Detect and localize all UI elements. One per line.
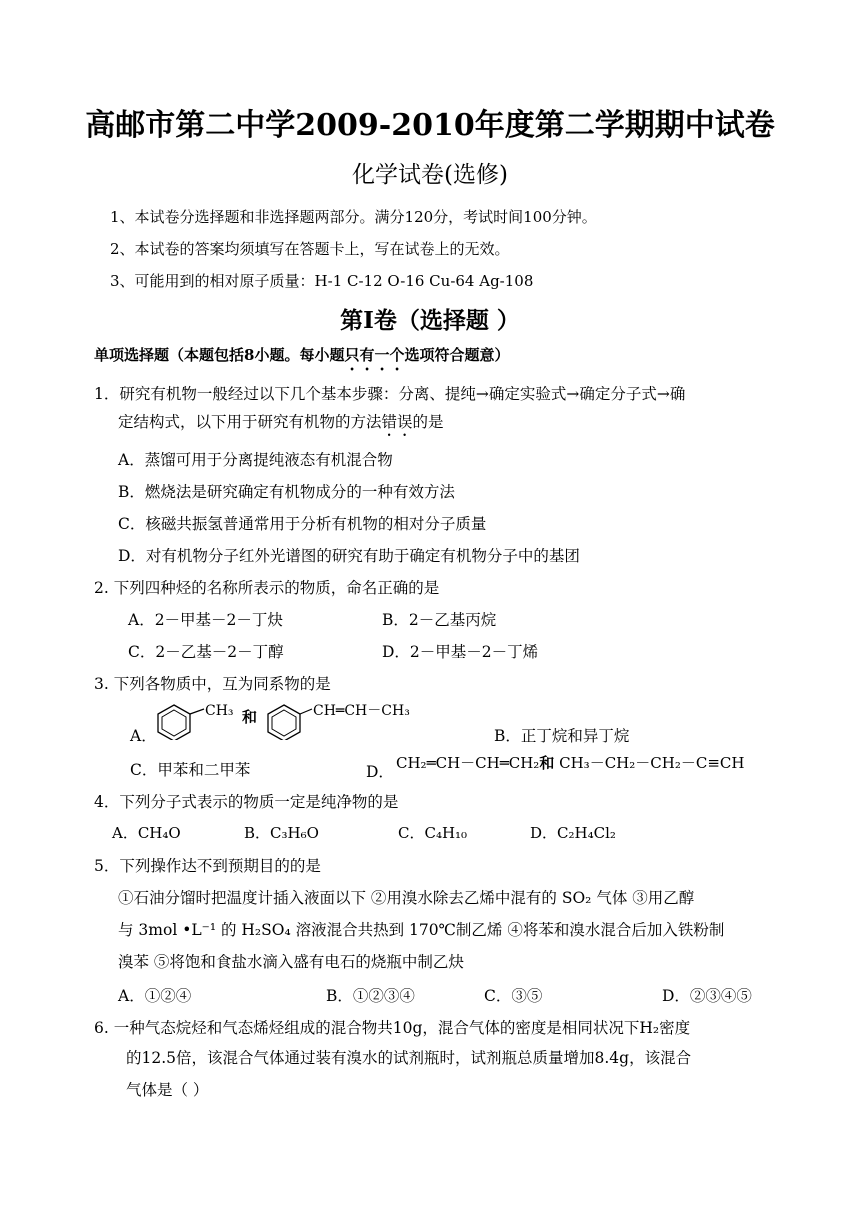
instr-before: 单项选择题（本题包括8小题。每小题 xyxy=(94,346,345,364)
instr-after: 选项符合题意） xyxy=(404,346,510,364)
q3-option-d-formulas xyxy=(396,752,744,773)
q4-option-d: D．C₂H₄Cl₂ xyxy=(530,824,616,842)
q1-line1: 1．研究有机物一般经过以下几个基本步骤：分离、提纯→确定实验式→确定分子式→确 xyxy=(94,385,686,403)
instr-emphasis: 只有一个 xyxy=(344,346,405,364)
page-title: 高邮市第二中学2009-2010年度第二学期期中试卷 xyxy=(85,108,775,143)
q4-option-c: C．C₄H₁₀ xyxy=(398,824,468,842)
section-instruction xyxy=(94,344,509,374)
q3-option-d-label: D． xyxy=(366,763,394,781)
q3-a-sub2: CH═CH－CH₃ xyxy=(313,703,410,719)
q3-d-formula2: CH₃－CH₂－CH₂－C≡CH xyxy=(559,754,745,772)
q3-d-formula1: CH₂═CH－CH═CH₂ xyxy=(396,754,540,772)
q2-option-d: D．2－甲基－2－丁烯 xyxy=(382,643,539,661)
q2-option-c: C．2－乙基－2－丁醇 xyxy=(128,643,284,661)
q2-stem: 2. 下列四种烃的名称所表示的物质，命名正确的是 xyxy=(94,579,440,597)
q1-option-d: D．对有机物分子红外光谱图的研究有助于确定有机物分子中的基团 xyxy=(118,547,580,565)
q1-option-b: B．燃烧法是研究确定有机物成分的一种有效方法 xyxy=(118,483,455,501)
benzene-inner-1 xyxy=(162,710,186,736)
q3-option-b: B．正丁烷和异丁烷 xyxy=(494,727,630,745)
q1-option-a: A．蒸馏可用于分离提纯液态有机混合物 xyxy=(118,451,393,469)
q5-line1: ①石油分馏时把温度计插入液面以下 ②用溴水除去乙烯中混有的 SO₂ 气体 ③用乙醇 xyxy=(118,889,695,907)
q3-option-a-label: A． xyxy=(130,727,157,745)
q1-line2-emphasis: 错误 xyxy=(381,413,413,431)
q2-option-a: A．2－甲基－2－丁炔 xyxy=(128,611,283,629)
q5-option-d: D．②③④⑤ xyxy=(662,987,752,1005)
q5-line3: 溴苯 ⑤将饱和食盐水滴入盛有电石的烧瓶中制乙炔 xyxy=(118,953,464,971)
note-3: 3、可能用到的相对原子质量：H-1 C-12 O-16 Cu-64 Ag-108 xyxy=(110,272,534,290)
q2-option-b: B．2－乙基丙烷 xyxy=(382,611,497,629)
q1-line2 xyxy=(118,410,444,440)
q6-line2: 的12.5倍，该混合气体通过装有溴水的试剂瓶时，试剂瓶总质量增加8.4g，该混合 xyxy=(126,1049,692,1067)
q5-option-a: A．①②④ xyxy=(118,987,192,1005)
section-title: 第Ⅰ卷（选择题 ） xyxy=(340,307,520,334)
q5-option-c: C．③⑤ xyxy=(484,987,543,1005)
q4-option-a: A．CH₄O xyxy=(112,824,181,842)
q6-line3: 气体是（ ） xyxy=(126,1081,209,1099)
q5-option-b: B．①②③④ xyxy=(326,987,415,1005)
q5-stem: 5．下列操作达不到预期目的的是 xyxy=(94,857,321,875)
benzene-inner-2 xyxy=(272,710,296,736)
q1-line2-before: 定结构式，以下用于研究有机物的方法 xyxy=(118,413,382,431)
q3-a-sub1: CH₃ xyxy=(205,703,234,719)
q4-stem: 4．下列分子式表示的物质一定是纯净物的是 xyxy=(94,793,399,811)
q4-option-b: B．C₃H₆O xyxy=(244,824,319,842)
q6-line1: 6. 一种气态烷烃和气态烯烃组成的混合物共10g，混合气体的密度是相同状况下H₂密度 xyxy=(94,1019,691,1037)
q1-option-c: C．核磁共振氢普通常用于分析有机物的相对分子质量 xyxy=(118,515,487,533)
note-2: 2、本试卷的答案均须填写在答题卡上，写在试卷上的无效。 xyxy=(110,240,510,258)
q3-option-a-structures xyxy=(156,700,456,740)
q3-option-c: C．甲苯和二甲苯 xyxy=(130,761,251,779)
note-1: 1、本试卷分选择题和非选择题两部分。满分120分，考试时间100分钟。 xyxy=(110,208,597,226)
q1-line2-after: 的是 xyxy=(412,413,444,431)
page-subtitle: 化学试卷(选修) xyxy=(352,162,508,188)
q3-a-and: 和 xyxy=(242,708,258,726)
q3-d-and: 和 xyxy=(539,754,555,772)
q5-line2: 与 3mol •L⁻¹ 的 H₂SO₄ 溶液混合共热到 170℃制乙烯 ④将苯和溴水混合后加入铁粉制 xyxy=(118,921,725,939)
q3-stem: 3. 下列各物质中，互为同系物的是 xyxy=(94,675,331,693)
